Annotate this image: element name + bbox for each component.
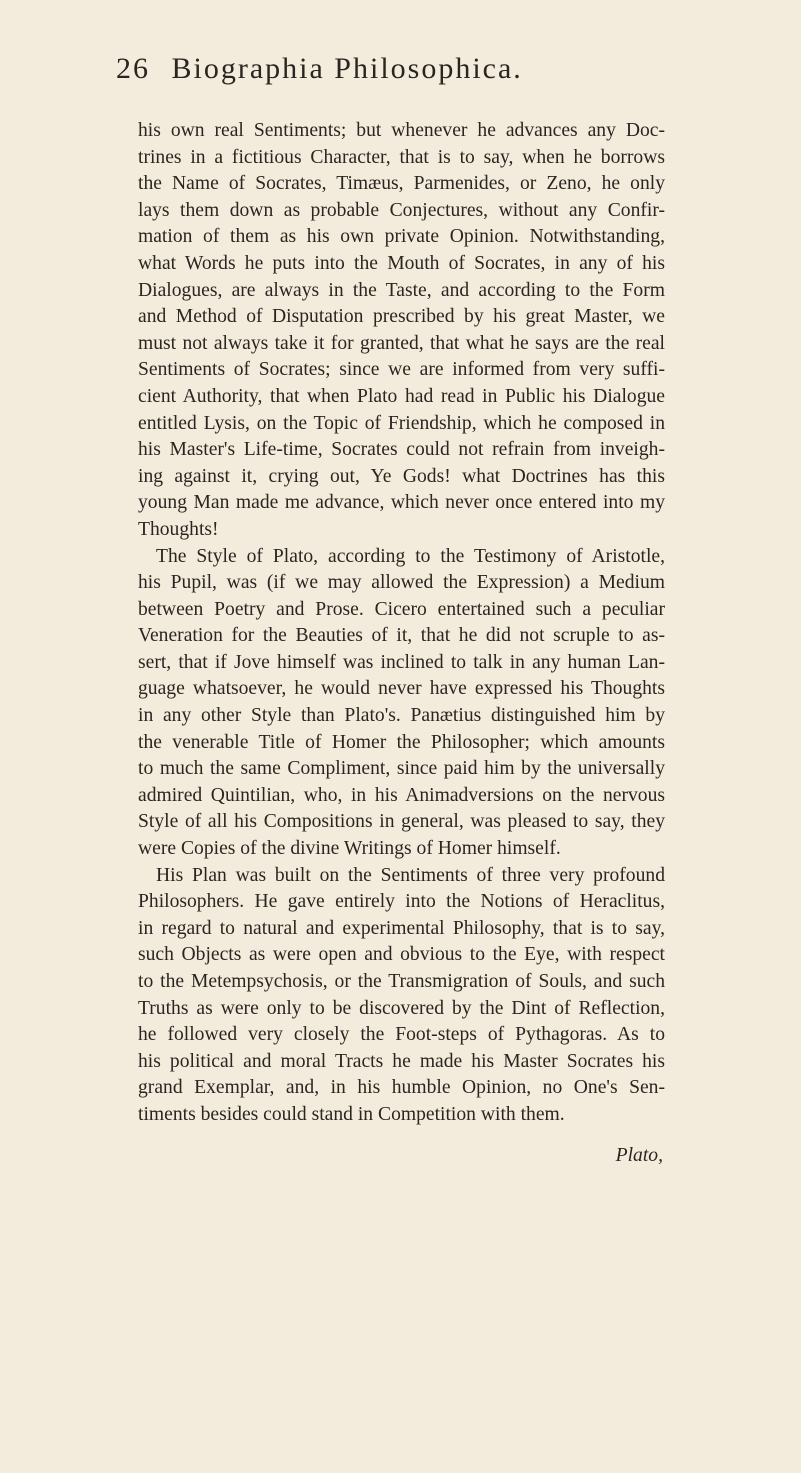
page-number: 26 [116,52,150,85]
text-line: the venerable Title of Homer the Philosopher; which amounts [138,731,665,753]
text-line: entitled Lysis, on the Topic of Friendship, which he composed in [138,412,665,434]
text-line: he followed very closely the Foot-steps of Pythagoras. As to [138,1024,665,1046]
text-line: Truths as were only to be discovered by the Dint of Reflection, [138,997,665,1019]
text-line: must not always take it for granted, that what he says are the real [138,332,665,354]
text-line: and Method of Disputation prescribed by his great Master, we [138,306,665,328]
text-line: what Words he puts into the Mouth of Socrates, in any of his [138,252,665,274]
running-title: Biographia Philosophica. [171,52,523,85]
text-line: Thoughts! [138,518,219,540]
text-line: trines in a fictitious Character, that is to say, when he borrows [138,146,665,168]
text-line: admired Quintilian, who, in his Animadversions on the nervous [138,784,665,806]
text-line: cient Authority, that when Plato had read in Public his Dialogue [138,385,665,407]
running-header [116,52,676,86]
text-line: the Name of Socrates, Timæus, Parmenides, or Zeno, he only [138,173,665,195]
text-line: mation of them as his own private Opinion. Notwithstanding, [138,226,665,248]
text-line: his political and moral Tracts he made his Master Socrates his [138,1050,665,1072]
text-line: Sentiments of Socrates; since we are informed from very suffi- [138,359,665,381]
text-line: to the Metempsychosis, or the Transmigration of Souls, and such [138,971,665,992]
text-line: his Master's Life-time, Socrates could not refrain from inveigh- [138,439,665,461]
text-line: Philosophers. He gave entirely into the Notions of Heraclitus, [138,891,665,913]
text-line: ing against it, crying out, Ye Gods! what Doctrines has this [138,465,665,487]
text-line: were Copies of the divine Writings of Homer himself. [138,838,561,860]
page-body [138,118,665,1129]
text-line: sert, that if Jove himself was inclined to talk in any human Lan- [138,651,665,673]
text-line: His Plan was built on the Sentiments of three very profound [156,864,665,886]
catchword: Plato, [615,1145,663,1166]
text-line: young Man made me advance, which never once entered into my [138,492,665,514]
text-line: grand Exemplar, and, in his humble Opinion, no One's Sen- [138,1077,665,1099]
text-line: in any other Style than Plato's. Panætius distinguished him by [138,705,665,727]
text-line: guage whatsoever, he would never have expressed his Thoughts [138,678,665,700]
text-line: Dialogues, are always in the Taste, and according to the Form [138,279,665,301]
text-line: his Pupil, was (if we may allowed the Expression) a Medium [138,572,665,594]
text-line: in regard to natural and experimental Philosophy, that is to say, [138,917,665,939]
text-line: The Style of Plato, according to the Testimony of Aristotle, [156,545,665,567]
text-line: between Poetry and Prose. Cicero entertained such a peculiar [138,598,665,620]
text-line: timents besides could stand in Competition with them. [138,1103,565,1125]
text-line: Veneration for the Beauties of it, that he did not scruple to as- [138,625,665,647]
text-line: lays them down as probable Conjectures, without any Confir- [138,199,665,221]
text-line: such Objects as were open and obvious to the Eye, with respect [138,944,665,966]
text-line: his own real Sentiments; but whenever he advances any Doc- [138,120,665,141]
text-line: to much the same Compliment, since paid him by the universally [138,758,665,780]
text-line: Style of all his Compositions in general, was pleased to say, they [138,811,665,833]
